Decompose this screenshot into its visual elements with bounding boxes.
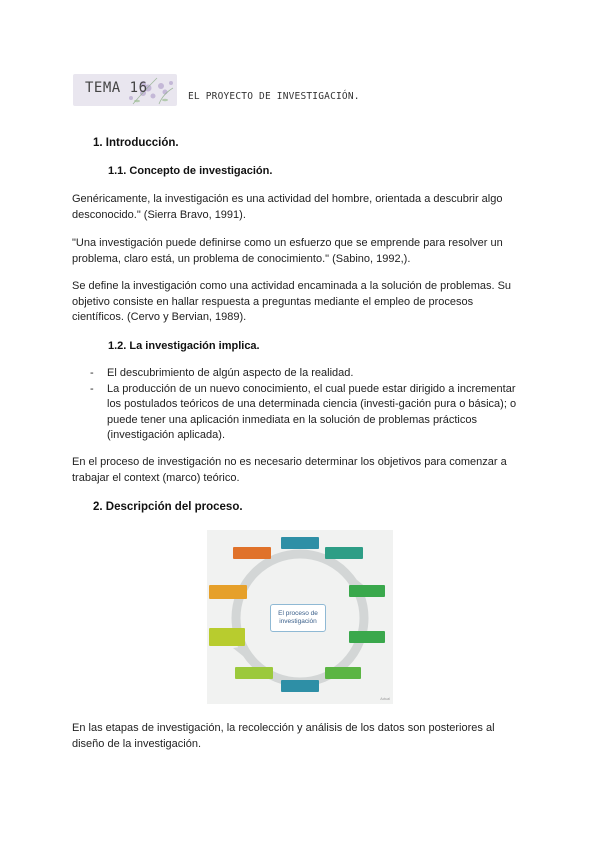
process-step-node — [209, 628, 245, 646]
section-heading-descripcion: 2. Descripción del proceso. — [93, 501, 243, 513]
section-heading-introduccion: 1. Introducción. — [93, 137, 179, 149]
diagram-center-label — [270, 604, 326, 632]
bullet-list — [90, 366, 530, 444]
document-title: EL PROYECTO DE INVESTIGACIÓN. — [188, 91, 360, 102]
process-cycle-diagram — [207, 530, 393, 704]
center-label-line: investigación — [279, 618, 317, 625]
list-item-text: El descubrimiento de algún aspecto de la realidad. — [107, 367, 354, 379]
tema-label: TEMA 16 — [85, 80, 148, 96]
process-step-node — [281, 680, 319, 692]
paragraph-text: En las etapas de investigación, la recolección y análisis de los datos son posteriores al diseño de la investigación. — [72, 722, 495, 750]
subsection-heading-concepto: 1.1. Concepto de investigación. — [108, 165, 273, 177]
paragraph-objetivos — [72, 455, 528, 486]
paragraph-sierra-bravo — [72, 192, 528, 223]
process-step-node — [281, 537, 319, 549]
list-item — [90, 366, 530, 382]
paragraph-text: En el proceso de investigación no es necesario determinar los objetivos para comenzar a trabajar el context (marco) teórico. — [72, 456, 507, 484]
list-item-text: La producción de un nuevo conocimiento, el cual puede estar dirigido a incrementar los postulados teóricos de una determinada ciencia (investi-gación pura o básica); o puede tener una aplicación inmediata en la solución de problemas prácticos (investigación aplicada). — [107, 382, 517, 441]
process-step-node — [235, 667, 273, 679]
bullet-dash: - — [90, 367, 94, 379]
paragraph-cervo-bervian — [72, 279, 528, 326]
process-step-node — [233, 547, 271, 559]
list-item — [90, 382, 530, 444]
process-step-node — [325, 667, 361, 679]
paragraph-sabino — [72, 236, 528, 267]
process-step-node — [325, 547, 363, 559]
process-step-node — [209, 585, 247, 599]
subsection-heading-implica: 1.2. La investigación implica. — [108, 340, 260, 352]
process-step-node — [349, 631, 385, 643]
paragraph-text: "Una investigación puede definirse como un esfuerzo que se emprende para resolver un problema, claro está, un problema de conocimiento." (Sabino, 1992,). — [72, 237, 503, 265]
watermark: Actual — [380, 697, 390, 701]
header-banner — [73, 74, 373, 108]
bullet-dash: - — [90, 382, 94, 395]
center-label-line: El proceso de — [278, 610, 318, 617]
process-step-node — [349, 585, 385, 597]
tema-badge — [73, 74, 177, 106]
paragraph-etapas — [72, 721, 528, 752]
paragraph-text: Se define la investigación como una actividad encaminada a la solución de problemas. Su objetivo consiste en hallar respuesta a preguntas mediante el empleo de procesos científicos. (Cervo y Bervian, 1989). — [72, 280, 512, 323]
paragraph-text: Genéricamente, la investigación es una actividad del hombre, orientada a descubrir algo desconocido." (Sierra Bravo, 1991). — [72, 193, 503, 221]
